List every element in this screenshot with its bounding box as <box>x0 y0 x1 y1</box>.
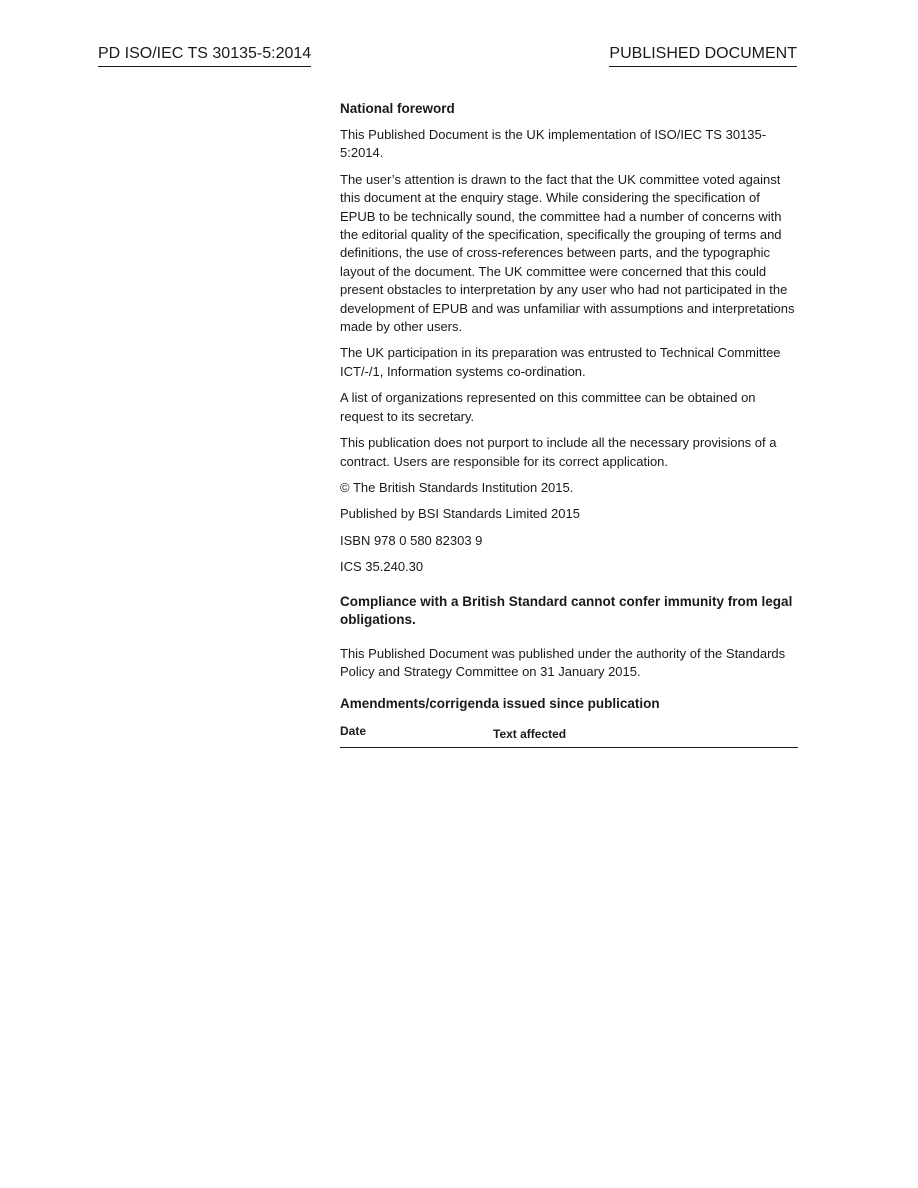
amendments-table <box>340 723 798 748</box>
participation-paragraph: The UK participation in its preparation was entrusted to Technical Committee ICT/-/1, Information systems co-ordination. <box>340 345 781 379</box>
document-id-header: PD ISO/IEC TS 30135-5:2014 <box>98 44 311 67</box>
national-foreword-section <box>340 100 798 748</box>
publisher-line: Published by BSI Standards Limited 2015 <box>340 506 580 522</box>
text-affected-column-header: Text affected <box>493 727 567 742</box>
organizations-paragraph: A list of organizations represented on this committee can be obtained on request to its secretary. <box>340 390 756 424</box>
implementation-paragraph: This Published Document is the UK implementation of ISO/IEC TS 30135-5:2014. <box>340 127 767 161</box>
national-foreword-heading: National foreword <box>340 101 455 116</box>
ics-line: ICS 35.240.30 <box>340 559 424 575</box>
committee-vote-paragraph: The user’s attention is drawn to the fact that the UK committee voted against this document at the enquiry stage. While considering the specification of EPUB to be technically sound, the committee had a number of concerns with the editorial quality of the specification, specifically the grouping of terms and definitions, the use of cross-references between parts, and the typographic layout of the document. The UK committee were concerned that this could present obstacles to interpretation by any user who had not participated in the development of EPUB and was unfamiliar with assumptions and interpretations made by other users. <box>340 171 795 335</box>
document-type-header: PUBLISHED DOCUMENT <box>609 44 797 67</box>
compliance-statement: Compliance with a British Standard cannot confer immunity from legal obligations. <box>340 593 793 627</box>
provisions-paragraph: This publication does not purport to include all the necessary provisions of a contract. Users are responsible for its correct application. <box>340 435 777 469</box>
amendments-heading: Amendments/corrigenda issued since publication <box>340 696 660 712</box>
date-column-header: Date <box>340 724 367 739</box>
isbn-line: ISBN 978 0 580 82303 9 <box>340 532 483 548</box>
copyright-line: © The British Standards Institution 2015. <box>340 479 574 495</box>
authority-paragraph: This Published Document was published under the authority of the Standards Policy and Strategy Committee on 31 January 2015. <box>340 645 786 679</box>
